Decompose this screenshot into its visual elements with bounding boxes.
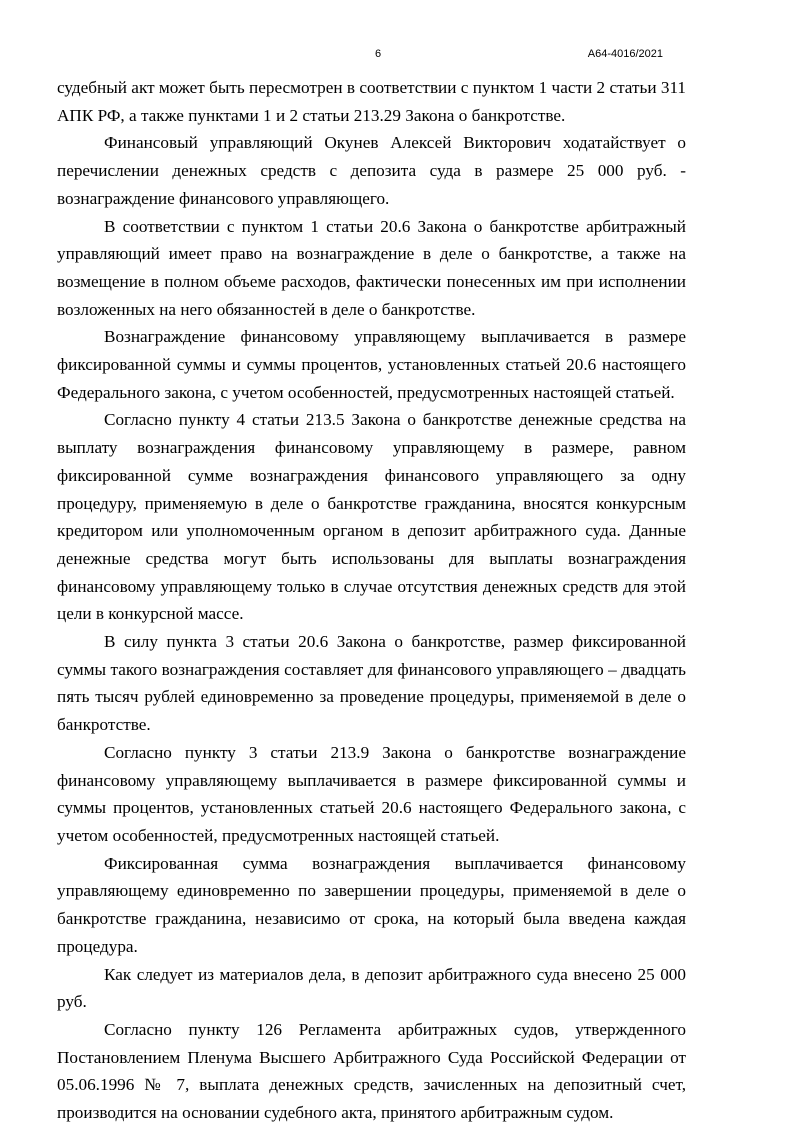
- paragraph: В силу пункта 3 статьи 20.6 Закона о банкротстве, размер фиксированной суммы такого вознаграждения составляет для финансового управляющего – двадцать пять тысяч рублей единовременно за проведение процедуры, применяемой в деле о банкротстве.: [57, 632, 686, 735]
- paragraph: В соответствии с пунктом 1 статьи 20.6 Закона о банкротстве арбитражный управляющий имеет право на вознаграждение в деле о банкротстве, а также на возмещение в полном объеме расходов, фактически понесенных им при исполнении возложенных на него обязанностей в деле о банкротстве.: [57, 216, 686, 319]
- paragraph: Финансовый управляющий Окунев Алексей Викторович ходатайствует о перечислении денежных средств с депозита суда в размере 25 000 руб. - вознаграждение финансового управляющего.: [57, 133, 686, 208]
- paragraph: Согласно пункту 126 Регламента арбитражных судов, утвержденного Постановлением Пленума Высшего Арбитражного Суда Российской Федерации от 05.06.1996 № 7, выплата денежных средств, зачисленных на депозитный счет, производится на основании судебного акта, принятого арбитражным судом.: [57, 1019, 686, 1123]
- page-number: 6: [374, 48, 382, 60]
- paragraph: Фиксированная сумма вознаграждения выплачивается финансовому управляющему единовременно по завершении процедуры, применяемой в деле о банкротстве гражданина, независимо от срока, на который была введена каждая процедура.: [57, 853, 686, 956]
- paragraph-continuation: судебный акт может быть пересмотрен в соответствии с пунктом 1 части 2 статьи 311 АПК РФ, а также пунктами 1 и 2 статьи 213.29 Закона о банкротстве.: [57, 78, 686, 125]
- paragraph: Вознаграждение финансовому управляющему выплачивается в размере фиксированной суммы и суммы процентов, установленных статьей 20.6 настоящего Федерального закона, с учетом особенностей, предусмотренных настоящей статьей.: [57, 327, 686, 402]
- paragraph: Как следует из материалов дела, в депозит арбитражного суда внесено 25 000 руб.: [57, 964, 686, 1012]
- document-body: [57, 74, 686, 1127]
- paragraph: Согласно пункту 4 статьи 213.5 Закона о банкротстве денежные средства на выплату вознаграждения финансовому управляющему в размере, равном фиксированной сумме вознаграждения финансового управляющего за одну процедуру, применяемую в деле о банкротстве гражданина, вносятся конкурсным кредитором или уполномоченным органом в депозит арбитражного суда. Данные денежные средства могут быть использованы для выплаты вознаграждения финансовому управляющему только в случае отсутствия денежных средств для этой цели в конкурсной массе.: [57, 410, 686, 624]
- case-number: А64-4016/2021: [587, 48, 663, 60]
- paragraph: Согласно пункту 3 статьи 213.9 Закона о банкротстве вознаграждение финансовому управляющему выплачивается в размере фиксированной суммы и суммы процентов, установленных статьей 20.6 настоящего Федерального закона, с учетом особенностей, предусмотренных настоящей статьей.: [57, 742, 686, 845]
